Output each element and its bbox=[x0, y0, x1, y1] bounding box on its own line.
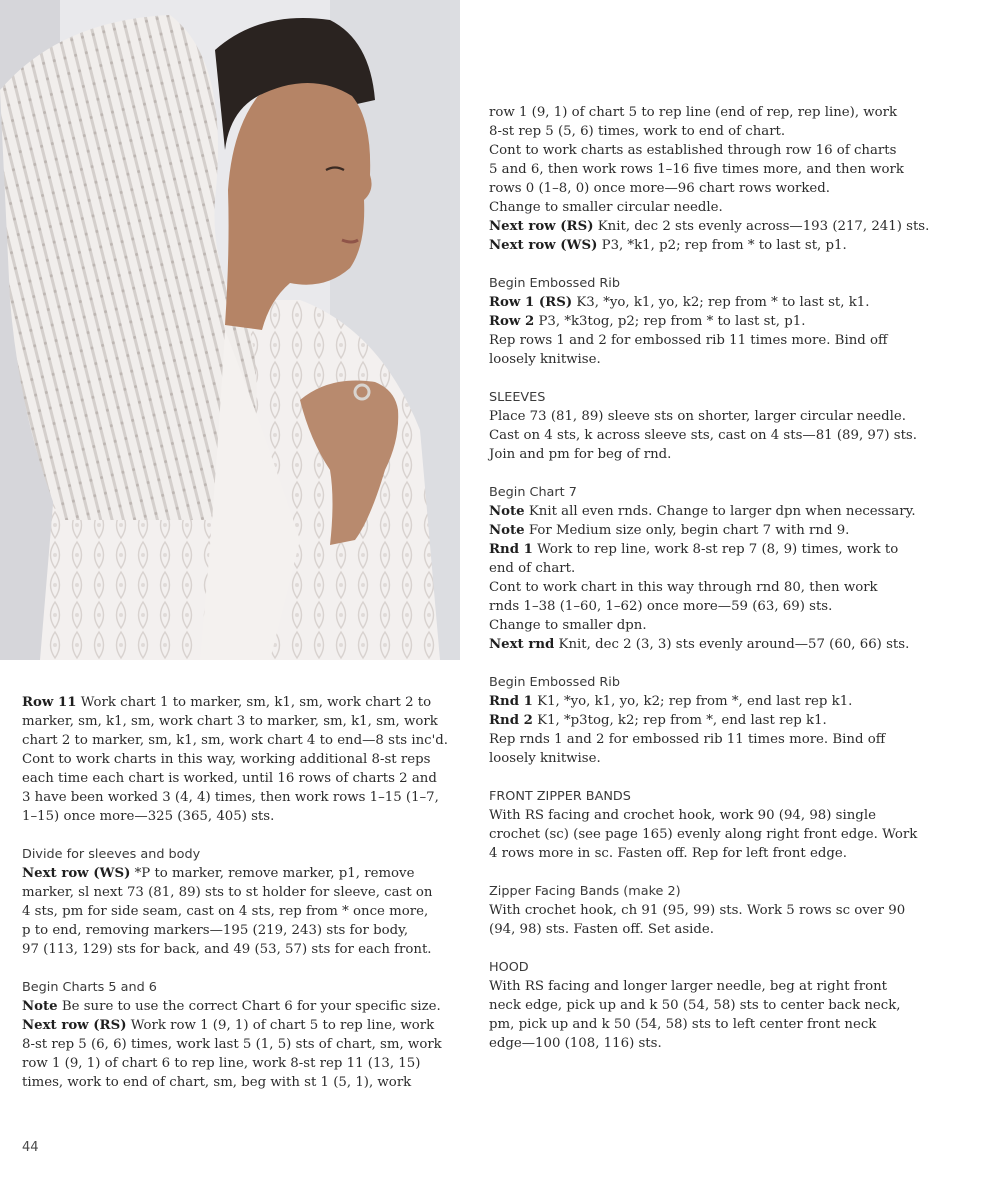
text-line bbox=[489, 179, 939, 198]
text-line bbox=[489, 160, 939, 179]
paragraph-gap bbox=[22, 959, 462, 978]
section-heading: Begin Charts 5 and 6 bbox=[22, 980, 157, 995]
text-line bbox=[489, 635, 939, 654]
instruction-label: Next row (WS) bbox=[489, 238, 598, 253]
paragraph-gap bbox=[489, 464, 939, 483]
instruction-label: Note bbox=[22, 999, 58, 1014]
instruction-text: marker, sl next 73 (81, 89) sts to st holder for sleeve, cast on bbox=[22, 885, 433, 900]
text-line bbox=[22, 997, 462, 1016]
instruction-label: Rnd 1 bbox=[489, 542, 533, 557]
section-heading: Begin Embossed Rib bbox=[489, 276, 620, 291]
instruction-text: Work to rep line, work 8-st rep 7 (8, 9) times, work to bbox=[532, 542, 899, 557]
instruction-text: *P to marker, remove marker, p1, remove bbox=[130, 866, 415, 881]
instruction-text: times, work to end of chart, sm, beg with st 1 (5, 1), work bbox=[22, 1075, 412, 1090]
instruction-text: Work row 1 (9, 1) of chart 5 to rep line, work bbox=[126, 1018, 435, 1033]
instruction-text: row 1 (9, 1) of chart 5 to rep line (end of rep, rep line), work bbox=[489, 105, 898, 120]
instruction-label: Note bbox=[489, 504, 525, 519]
text-line bbox=[22, 769, 462, 788]
paragraph-gap bbox=[489, 255, 939, 274]
text-line bbox=[22, 693, 462, 712]
instruction-text: K1, *yo, k1, yo, k2; rep from *, end last rep k1. bbox=[532, 694, 853, 709]
paragraph-gap bbox=[489, 369, 939, 388]
text-line bbox=[489, 616, 939, 635]
instruction-text: Work chart 1 to marker, sm, k1, sm, work chart 2 to bbox=[76, 695, 432, 710]
section-heading: Begin Chart 7 bbox=[489, 485, 577, 500]
text-line bbox=[489, 103, 939, 122]
text-line bbox=[489, 141, 939, 160]
section-heading: HOOD bbox=[489, 960, 529, 975]
instruction-text: Knit all even rnds. Change to larger dpn when necessary. bbox=[524, 504, 916, 519]
left-text-column bbox=[22, 693, 462, 1092]
text-line bbox=[22, 902, 462, 921]
instruction-text: Change to smaller circular needle. bbox=[489, 200, 723, 215]
text-line bbox=[22, 940, 462, 959]
text-line bbox=[22, 807, 462, 826]
instruction-text: K1, *p3tog, k2; rep from *, end last rep k1. bbox=[532, 713, 827, 728]
instruction-text: P3, *k1, p2; rep from * to last st, p1. bbox=[597, 238, 847, 253]
text-line bbox=[22, 731, 462, 750]
text-line bbox=[22, 864, 462, 883]
instruction-text: Knit, dec 2 (3, 3) sts evenly around—57 (60, 66) sts. bbox=[554, 637, 910, 652]
text-line bbox=[489, 730, 939, 749]
instruction-text: Cast on 4 sts, k across sleeve sts, cast on 4 sts—81 (89, 97) sts. bbox=[489, 428, 917, 443]
text-line bbox=[489, 293, 939, 312]
text-line bbox=[489, 692, 939, 711]
section-heading: Begin Embossed Rib bbox=[489, 675, 620, 690]
text-line bbox=[22, 883, 462, 902]
text-line bbox=[489, 122, 939, 141]
section-heading: SLEEVES bbox=[489, 390, 546, 405]
text-line bbox=[22, 788, 462, 807]
instruction-text: loosely knitwise. bbox=[489, 352, 601, 367]
instruction-text: 8-st rep 5 (6, 6) times, work last 5 (1, 5) sts of chart, sm, work bbox=[22, 1037, 442, 1052]
page-number: 44 bbox=[22, 1140, 39, 1155]
instruction-label: Next row (RS) bbox=[22, 1018, 127, 1033]
instruction-text: end of chart. bbox=[489, 561, 576, 576]
instruction-text: Cont to work chart in this way through rnd 80, then work bbox=[489, 580, 878, 595]
text-line bbox=[22, 712, 462, 731]
text-line bbox=[489, 1034, 939, 1053]
text-line bbox=[22, 1035, 462, 1054]
instruction-label: Row 11 bbox=[22, 695, 77, 710]
text-line bbox=[489, 350, 939, 369]
text-line bbox=[489, 711, 939, 730]
instruction-text: P3, *k3tog, p2; rep from * to last st, p1. bbox=[534, 314, 806, 329]
instruction-text: rnds 1–38 (1–60, 1–62) once more—59 (63, 69) sts. bbox=[489, 599, 833, 614]
instruction-label: Rnd 1 bbox=[489, 694, 533, 709]
text-line bbox=[489, 806, 939, 825]
section-heading: FRONT ZIPPER BANDS bbox=[489, 789, 631, 804]
instruction-text: Join and pm for beg of rnd. bbox=[489, 447, 672, 462]
instruction-text: With RS facing and crochet hook, work 90 (94, 98) single bbox=[489, 808, 876, 823]
instruction-text: 3 have been worked 3 (4, 4) times, then work rows 1–15 (1–7, bbox=[22, 790, 439, 805]
instruction-text: With crochet hook, ch 91 (95, 99) sts. Work 5 rows sc over 90 bbox=[489, 903, 906, 918]
text-line bbox=[489, 445, 939, 464]
text-line bbox=[489, 597, 939, 616]
photo-illustration bbox=[0, 0, 460, 660]
instruction-text: (94, 98) sts. Fasten off. Set aside. bbox=[489, 922, 715, 937]
instruction-text: p to end, removing markers—195 (219, 243) sts for body, bbox=[22, 923, 409, 938]
instruction-text: marker, sm, k1, sm, work chart 3 to marker, sm, k1, sm, work bbox=[22, 714, 438, 729]
instruction-text: Cont to work charts in this way, working additional 8-st reps bbox=[22, 752, 431, 767]
instruction-text: K3, *yo, k1, yo, k2; rep from * to last st, k1. bbox=[572, 295, 870, 310]
instruction-text: 1–15) once more—325 (365, 405) sts. bbox=[22, 809, 275, 824]
text-line bbox=[489, 901, 939, 920]
instruction-label: Rnd 2 bbox=[489, 713, 533, 728]
text-line bbox=[489, 198, 939, 217]
paragraph-gap bbox=[489, 654, 939, 673]
text-line bbox=[489, 502, 939, 521]
woman-in-lace-hood-photo bbox=[0, 0, 460, 660]
text-line bbox=[22, 1054, 462, 1073]
instruction-label: Note bbox=[489, 523, 525, 538]
instruction-label: Row 2 bbox=[489, 314, 535, 329]
instruction-text: 8-st rep 5 (5, 6) times, work to end of chart. bbox=[489, 124, 786, 139]
instruction-text: neck edge, pick up and k 50 (54, 58) sts to center back neck, bbox=[489, 998, 901, 1013]
section-heading: Zipper Facing Bands (make 2) bbox=[489, 884, 681, 899]
instruction-text: 4 rows more in sc. Fasten off. Rep for left front edge. bbox=[489, 846, 847, 861]
instruction-text: Knit, dec 2 sts evenly across—193 (217, 241) sts. bbox=[593, 219, 930, 234]
text-line bbox=[489, 407, 939, 426]
text-line bbox=[489, 540, 939, 559]
text-line bbox=[22, 1016, 462, 1035]
instruction-text: Change to smaller dpn. bbox=[489, 618, 647, 633]
section-heading: Divide for sleeves and body bbox=[22, 847, 201, 862]
text-line bbox=[489, 236, 939, 255]
instruction-text: Rep rnds 1 and 2 for embossed rib 11 times more. Bind off bbox=[489, 732, 886, 747]
instruction-text: 4 sts, pm for side seam, cast on 4 sts, rep from * once more, bbox=[22, 904, 429, 919]
text-line bbox=[489, 217, 939, 236]
instruction-text: rows 0 (1–8, 0) once more—96 chart rows worked. bbox=[489, 181, 831, 196]
text-line bbox=[489, 749, 939, 768]
instruction-text: crochet (sc) (see page 165) evenly along right front edge. Work bbox=[489, 827, 918, 842]
instruction-text: row 1 (9, 1) of chart 6 to rep line, work 8-st rep 11 (13, 15) bbox=[22, 1056, 421, 1071]
text-line bbox=[489, 426, 939, 445]
instruction-text: edge—100 (108, 116) sts. bbox=[489, 1036, 662, 1051]
text-line bbox=[489, 578, 939, 597]
paragraph-gap bbox=[489, 939, 939, 958]
instruction-text: loosely knitwise. bbox=[489, 751, 601, 766]
instruction-text: 5 and 6, then work rows 1–16 five times more, and then work bbox=[489, 162, 904, 177]
instruction-label: Next row (WS) bbox=[22, 866, 131, 881]
text-line bbox=[489, 559, 939, 578]
instruction-text: Rep rows 1 and 2 for embossed rib 11 times more. Bind off bbox=[489, 333, 888, 348]
text-line bbox=[489, 844, 939, 863]
instruction-text: pm, pick up and k 50 (54, 58) sts to left center front neck bbox=[489, 1017, 877, 1032]
instruction-text: Place 73 (81, 89) sleeve sts on shorter, larger circular needle. bbox=[489, 409, 906, 424]
text-line bbox=[489, 331, 939, 350]
text-line bbox=[489, 1015, 939, 1034]
instruction-text: 97 (113, 129) sts for back, and 49 (53, 57) sts for each front. bbox=[22, 942, 432, 957]
text-line bbox=[489, 312, 939, 331]
text-line bbox=[22, 921, 462, 940]
instruction-text: Cont to work charts as established through row 16 of charts bbox=[489, 143, 897, 158]
right-text-column bbox=[489, 103, 939, 1053]
instruction-label: Next rnd bbox=[489, 637, 555, 652]
text-line bbox=[489, 977, 939, 996]
instruction-text: each time each chart is worked, until 16 rows of charts 2 and bbox=[22, 771, 437, 786]
paragraph-gap bbox=[22, 826, 462, 845]
instruction-text: For Medium size only, begin chart 7 with rnd 9. bbox=[524, 523, 850, 538]
instruction-label: Row 1 (RS) bbox=[489, 295, 573, 310]
paragraph-gap bbox=[489, 768, 939, 787]
instruction-label: Next row (RS) bbox=[489, 219, 594, 234]
text-line bbox=[22, 1073, 462, 1092]
instruction-text: Be sure to use the correct Chart 6 for your specific size. bbox=[57, 999, 441, 1014]
text-line bbox=[489, 920, 939, 939]
instruction-text: With RS facing and longer larger needle, beg at right front bbox=[489, 979, 887, 994]
text-line bbox=[489, 521, 939, 540]
paragraph-gap bbox=[489, 863, 939, 882]
text-line bbox=[22, 750, 462, 769]
instruction-text: chart 2 to marker, sm, k1, sm, work chart 4 to end—8 sts inc'd. bbox=[22, 733, 448, 748]
text-line bbox=[489, 996, 939, 1015]
text-line bbox=[489, 825, 939, 844]
